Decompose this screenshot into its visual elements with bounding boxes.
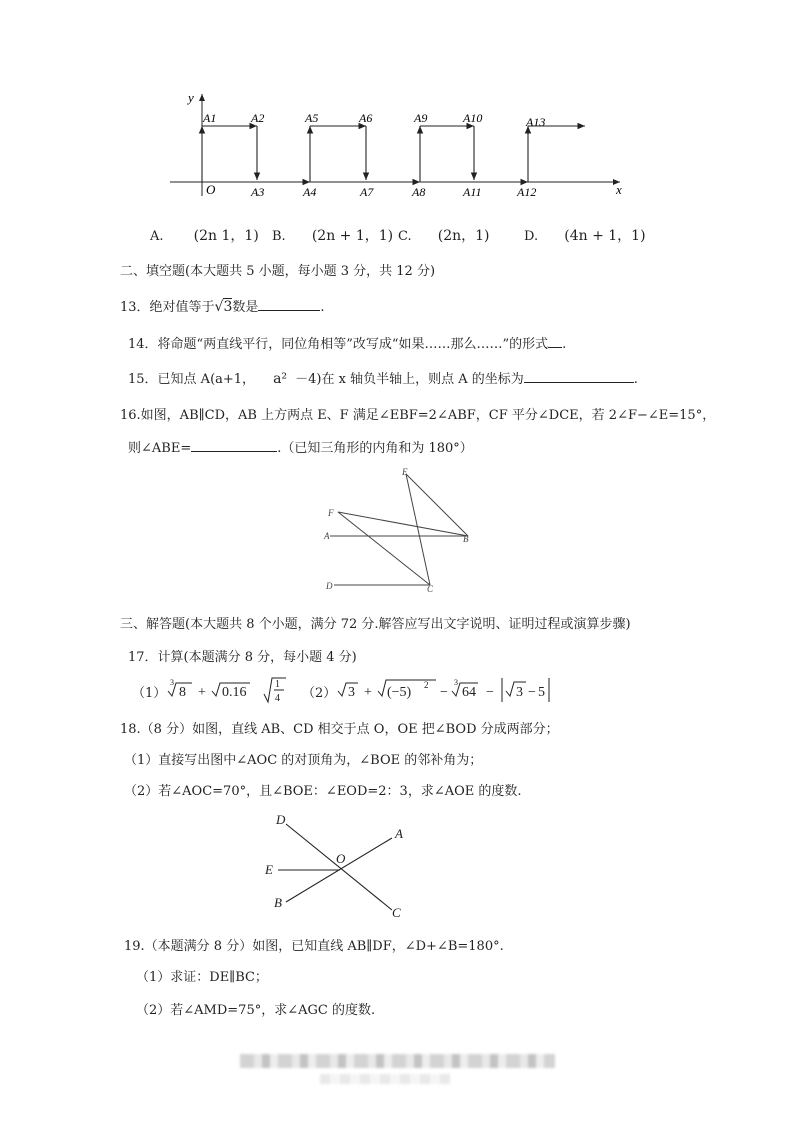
option-b-label: B.: [272, 229, 286, 244]
figure-16: [320, 466, 490, 596]
q17-part-1-label: （1）: [132, 686, 167, 701]
question-15: [128, 368, 638, 387]
point-label: A10: [463, 111, 483, 125]
q15-text: 15．已知点 A(a+1，: [128, 372, 256, 387]
option-b: [272, 225, 393, 245]
q13-end: .: [320, 300, 325, 315]
option-a-label: A.: [150, 229, 164, 244]
option-d: [524, 225, 646, 245]
question-19-title: 19.（本题满分 8 分）如图，已知直线 AB∥DF，∠D+∠B=180°.: [124, 939, 504, 954]
q16-text: 则∠ABE=: [128, 441, 192, 456]
question-16-line-2: [128, 437, 473, 456]
option-d-label: D.: [524, 229, 539, 244]
svg-text:3: 3: [348, 685, 355, 700]
answer-blank: [258, 310, 320, 311]
question-19-part-1: （1）求证：DE∥BC；: [136, 970, 268, 985]
svg-text:−: −: [528, 685, 536, 700]
svg-text:3: 3: [170, 678, 174, 687]
svg-text:1: 1: [275, 679, 280, 690]
question-18-title: 18.（8 分）如图，直线 AB、CD 相交于点 O，OE 把∠BOD 分成两部分；: [120, 722, 559, 737]
svg-text:E: E: [402, 467, 408, 477]
origin-label: O: [206, 182, 216, 197]
option-c: [398, 225, 490, 245]
point-label: A8: [412, 185, 426, 199]
blurred-footer: [240, 1054, 555, 1068]
point-label: A7: [360, 185, 374, 199]
sqrt-symbol: √: [214, 299, 224, 315]
q17-part-1-formula: [166, 674, 292, 708]
svg-text:5: 5: [538, 685, 545, 700]
svg-text:O: O: [336, 851, 346, 866]
point-label: A3: [251, 185, 265, 199]
point-label: A5: [305, 111, 319, 125]
svg-text:(−5): (−5): [387, 685, 412, 700]
svg-text:E: E: [265, 862, 273, 877]
svg-text:B: B: [463, 534, 469, 544]
svg-text:C: C: [392, 905, 401, 920]
question-19-part-2: （2）若∠AMD=75°，求∠AGC 的度数.: [136, 1003, 376, 1018]
question-17-title: 17．计算(本题满分 8 分，每小题 4 分): [128, 650, 357, 665]
svg-text:4: 4: [275, 693, 280, 704]
x-axis-label: x: [616, 182, 622, 197]
q17-part-2-label: （2）: [302, 686, 337, 701]
svg-text:D: D: [326, 581, 333, 591]
section-3-title: 三、解答题(本大题共 8 个小题，满分 72 分.解答应写出文字说明、证明过程或演算步骤): [120, 617, 631, 632]
q15-text-after: －4)在 x 轴负半轴上，则点 A 的坐标为: [291, 372, 524, 387]
point-label: A2: [251, 111, 265, 125]
q14-end: .: [562, 337, 567, 352]
q14-text: 14．将命题“两直线平行，同位角相等”改写成“如果……那么……”的形式: [128, 337, 549, 352]
question-16-line-1: 16.如图，AB∥CD，AB 上方两点 E、F 满足∠EBF=2∠ABF，CF 平分∠DCE，若 2∠F−∠E=15°，: [120, 408, 716, 423]
q15-expr: a²: [273, 371, 288, 387]
svg-text:B: B: [274, 895, 282, 910]
svg-text:−: −: [440, 685, 448, 700]
q17-part-2-formula: [336, 674, 554, 708]
point-label: A1: [203, 111, 217, 125]
point-label: A11: [463, 185, 482, 199]
option-d-value: (4n + 1，1): [564, 228, 646, 244]
svg-text:D: D: [276, 812, 286, 827]
q13-text-after: 数是: [232, 300, 259, 315]
svg-text:A: A: [395, 826, 403, 841]
staircase-graph: [150, 88, 630, 200]
point-label: A6: [359, 111, 373, 125]
svg-text:2: 2: [424, 680, 429, 690]
q13-radicand: 3: [223, 299, 233, 315]
answer-blank: [548, 347, 562, 348]
svg-text:64: 64: [462, 685, 476, 700]
svg-text:F: F: [328, 508, 334, 518]
svg-text:0.16: 0.16: [222, 685, 247, 700]
figure-18: [262, 812, 412, 924]
svg-text:8: 8: [179, 685, 186, 700]
blurred-footer-secondary: [320, 1074, 450, 1084]
question-14: [128, 333, 566, 352]
question-13: [120, 296, 325, 315]
option-b-value: (2n + 1，1): [311, 228, 394, 244]
option-c-label: C.: [398, 229, 412, 244]
question-18-part-1: （1）直接写出图中∠AOC 的对顶角为，∠BOE 的邻补角为；: [124, 753, 483, 768]
svg-text:+: +: [364, 685, 372, 700]
answer-blank: [191, 451, 277, 452]
svg-text:+: +: [198, 685, 206, 700]
q13-text: 13．绝对值等于: [120, 300, 215, 315]
point-label: A4: [303, 185, 317, 199]
option-a-value: (2n 1，1): [193, 228, 259, 244]
svg-text:3: 3: [454, 678, 458, 687]
point-label: A9: [414, 111, 428, 125]
y-axis-label: y: [188, 90, 194, 105]
svg-text:−: −: [486, 685, 494, 700]
answer-blank: [524, 382, 634, 383]
point-label: A12: [517, 185, 537, 199]
svg-text:C: C: [427, 584, 434, 594]
section-2-title: 二、填空题(本大题共 5 小题，每小题 3 分，共 12 分): [120, 264, 436, 279]
point-label: A13: [526, 115, 546, 129]
svg-text:3: 3: [516, 685, 523, 700]
q16-note: .（已知三角形的内角和为 180°）: [277, 441, 473, 456]
q15-end: .: [633, 372, 638, 387]
svg-text:A: A: [324, 531, 330, 541]
option-c-value: (2n，1): [437, 228, 490, 244]
question-18-part-2: （2）若∠AOC=70°，且∠BOE：∠EOD=2：3，求∠AOE 的度数.: [124, 784, 522, 799]
option-a: [150, 225, 259, 245]
